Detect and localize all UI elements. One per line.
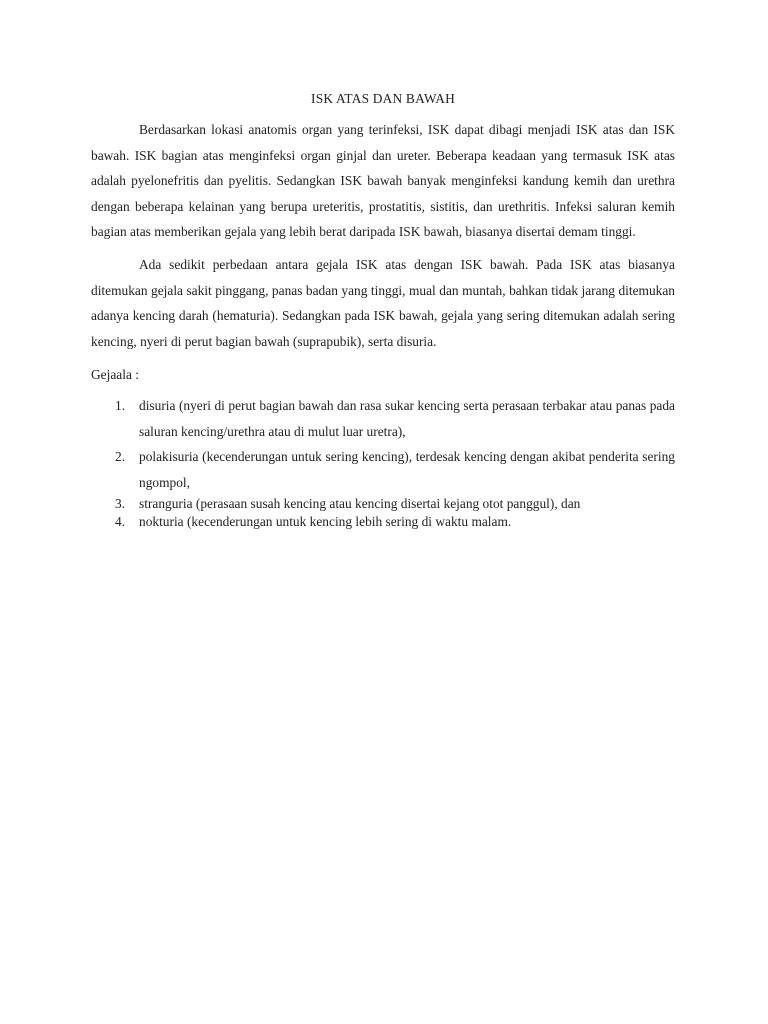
list-item — [91, 393, 675, 444]
list-item-number: 2. — [115, 449, 126, 465]
document-title: ISK ATAS DAN BAWAH — [311, 91, 455, 106]
paragraph-1: Berdasarkan lokasi anatomis organ yang terinfeksi, ISK dapat dibagi menjadi ISK atas dan ISK bawah. ISK bagian atas menginfeksi organ ginjal dan ureter. Beberapa keadaan yang termasuk ISK atas adalah pyelonefritis dan pyelitis. Sedangkan ISK bawah banyak menginfeksi kandung kemih dan urethra dengan beberapa kelainan yang berupa ureteritis, prostatitis, sistitis, dan urethritis. Infeksi saluran kemih bagian atas memberikan gejala yang lebih berat daripada ISK bawah, biasanya disertai demam tinggi. — [91, 122, 675, 240]
list-item — [91, 444, 675, 495]
list-item-text: nokturia (kecenderungan untuk kencing lebih sering di waktu malam. — [139, 514, 512, 530]
list-item-number: 3. — [115, 496, 126, 512]
document-page — [91, 86, 675, 531]
symptoms-list — [91, 393, 675, 531]
list-item — [91, 495, 675, 513]
list-item — [91, 513, 675, 531]
list-item-number: 4. — [115, 514, 126, 530]
symptoms-label: Gejaala : — [91, 367, 139, 383]
list-item-text: disuria (nyeri di perut bagian bawah dan rasa sukar kencing serta perasaan terbakar atau panas pada saluran kencing/urethra atau di mulut luar uretra), — [139, 398, 675, 439]
list-item-number: 1. — [115, 398, 126, 414]
paragraph-2: Ada sedikit perbedaan antara gejala ISK atas dengan ISK bawah. Pada ISK atas biasanya ditemukan gejala sakit pinggang, panas badan yang tinggi, mual dan muntah, bahkan tidak jarang ditemukan adanya kencing darah (hematuria). Sedangkan pada ISK bawah, gejala yang sering ditemukan adalah sering kencing, nyeri di perut bagian bawah (suprapubik), serta disuria. — [91, 257, 675, 349]
list-item-text: polakisuria (kecenderungan untuk sering kencing), terdesak kencing dengan akibat penderita sering ngompol, — [139, 449, 675, 490]
list-item-text: stranguria (perasaan susah kencing atau kencing disertai kejang otot panggul), dan — [139, 496, 581, 512]
